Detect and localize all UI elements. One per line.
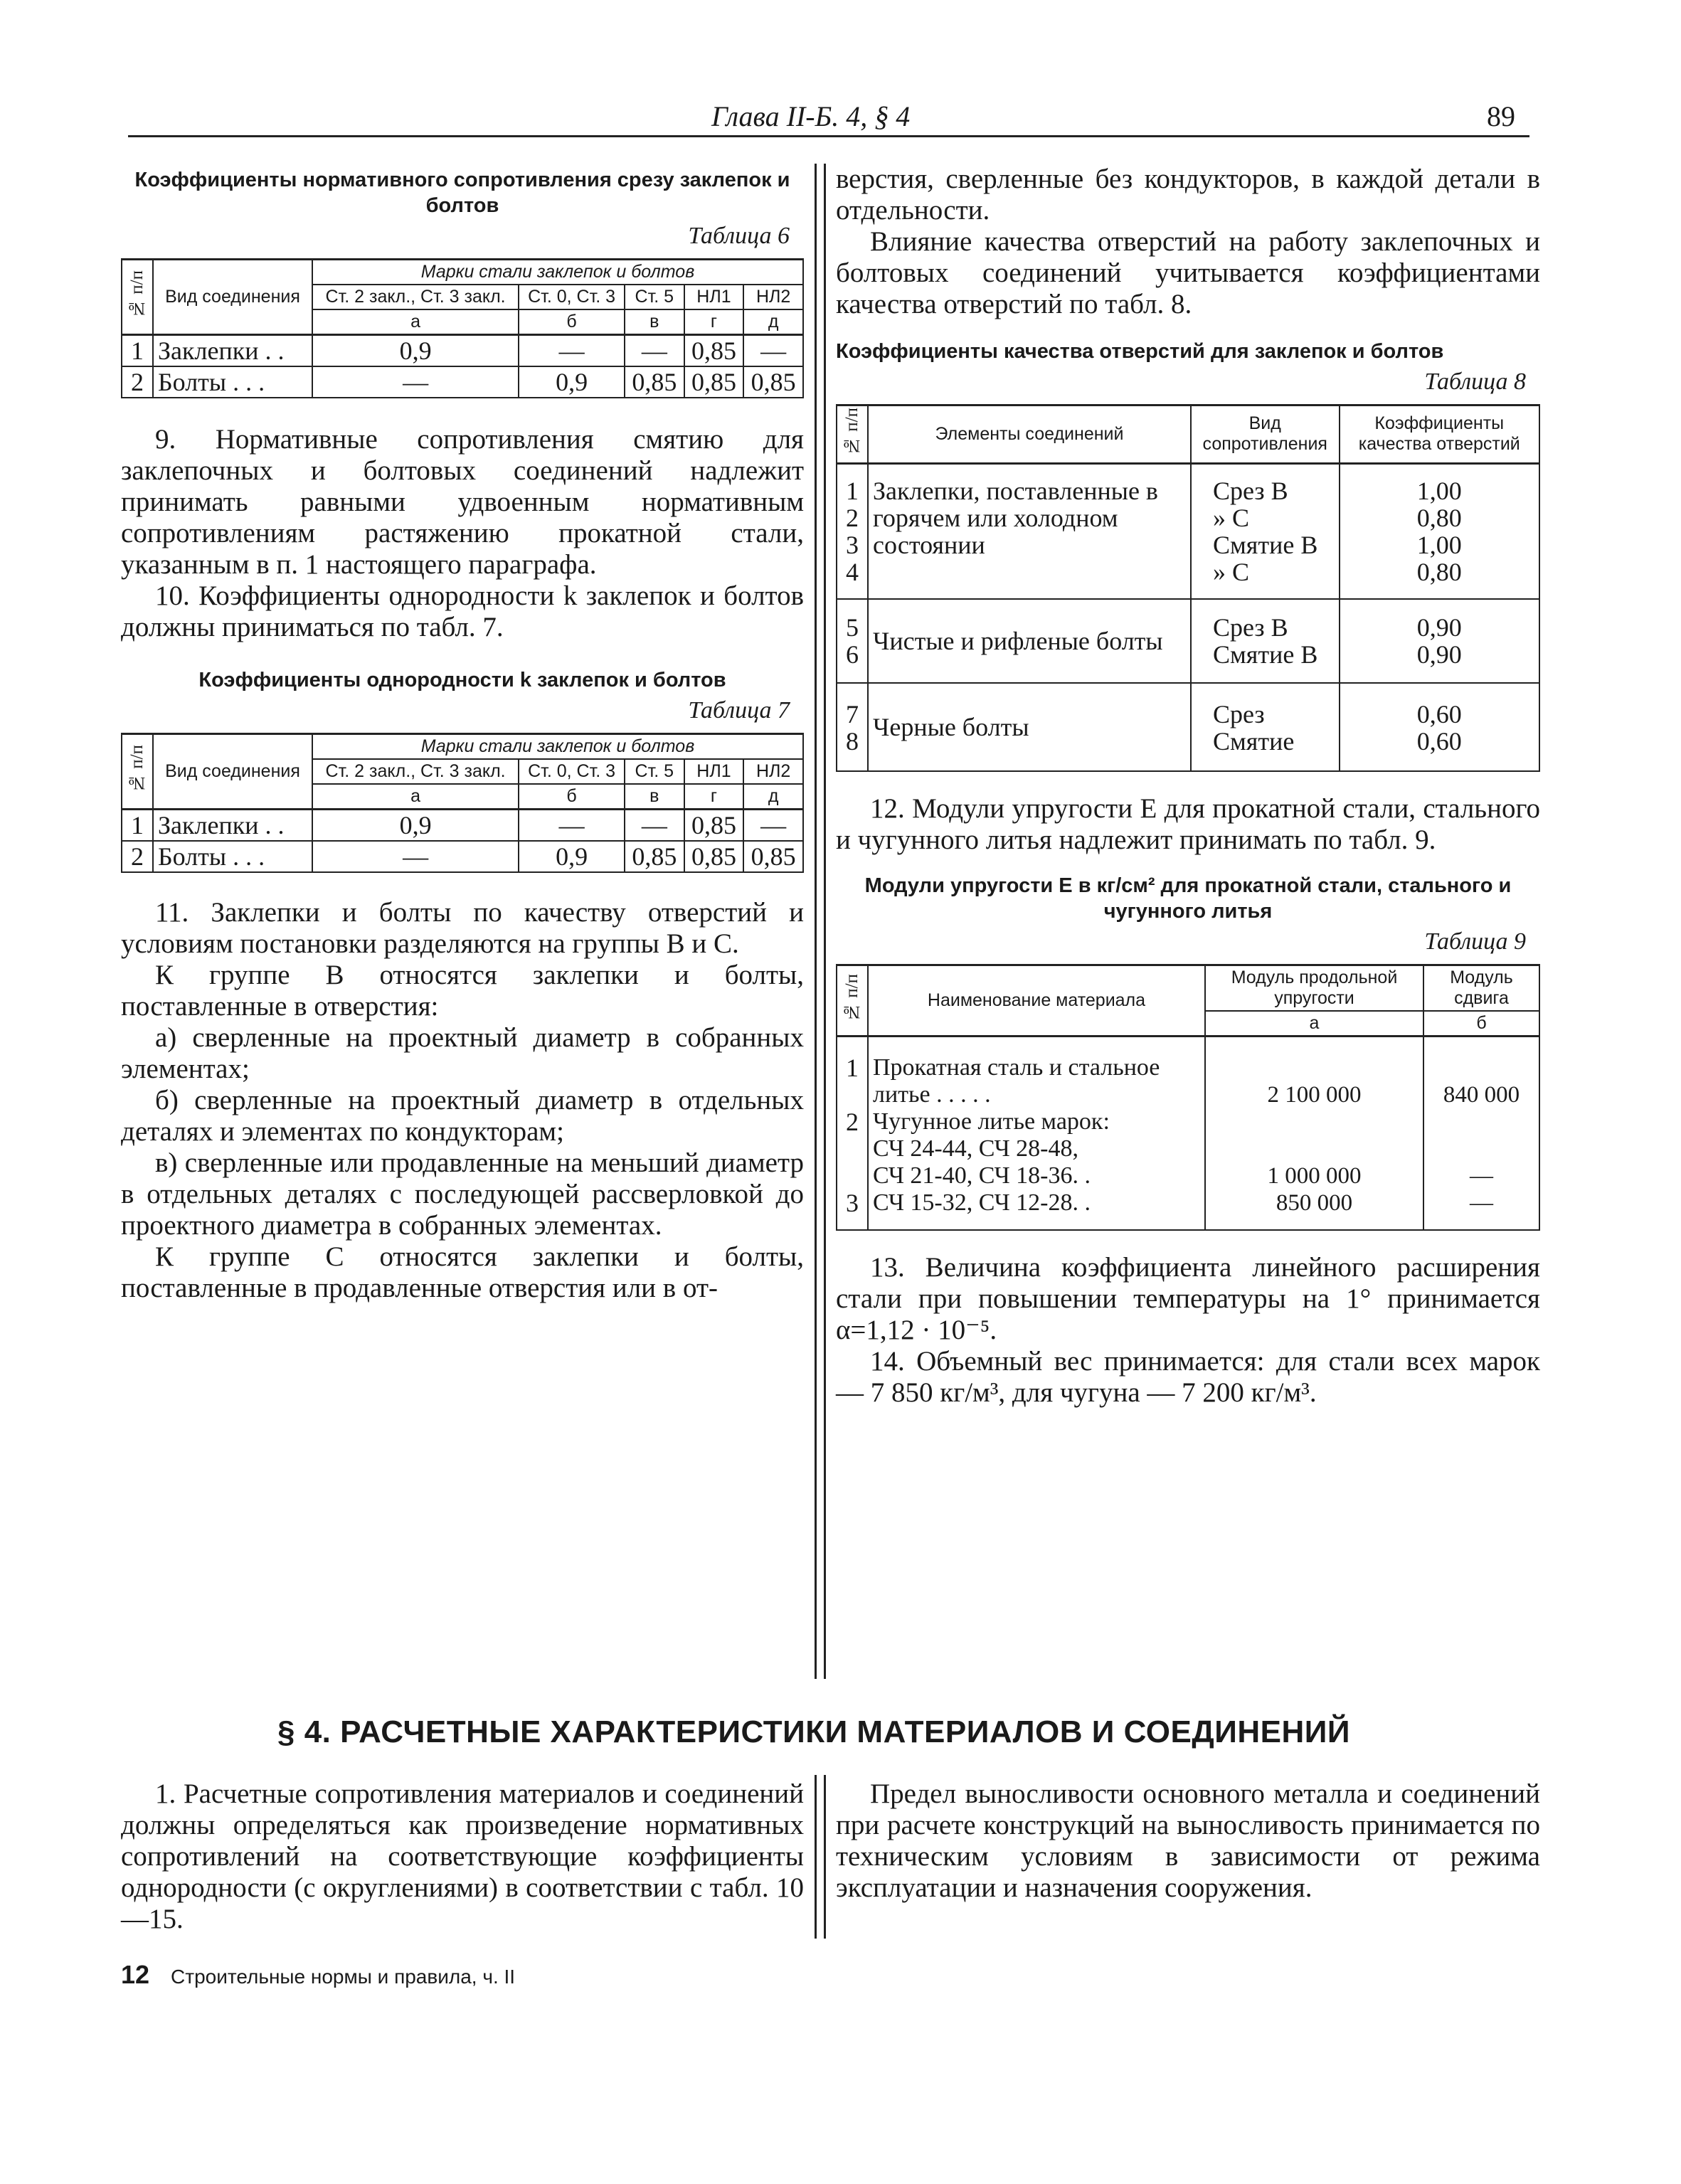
cell-value: 0,85 xyxy=(684,810,744,842)
table7-col-header: Ст. 0, Ст. 3 xyxy=(519,759,625,784)
table7-caption: Коэффициенты однородности k заклепок и болтов xyxy=(198,669,726,691)
table9-num-header: № п/п xyxy=(842,973,861,1022)
table-row xyxy=(122,810,803,842)
cell-value: — xyxy=(743,335,803,367)
row-numbers: 1 2 3 4 xyxy=(837,463,868,599)
table7-letter: д xyxy=(743,784,803,810)
cell-value: 0,85 xyxy=(625,841,684,872)
footer-page-number: 12 xyxy=(121,1960,150,1989)
table7-letter: б xyxy=(519,784,625,810)
table6-letter: д xyxy=(743,309,803,335)
table9-a-header: Модуль продольной упругости xyxy=(1205,965,1423,1011)
table6-kind-header: Вид соединения xyxy=(153,260,312,335)
bottom-right-column xyxy=(836,1779,1540,1904)
table9-letter: а xyxy=(1205,1011,1423,1037)
table9-b-header: Модуль сдвига xyxy=(1423,965,1539,1011)
material-names: Прокатная сталь и стальное литье . . . . . Чугунное литье марок: СЧ 24-44, СЧ 28-48, СЧ 21-40, СЧ 18-36. . СЧ 15-32, СЧ 12-28. . xyxy=(868,1036,1205,1230)
table8-type-header: Вид сопротивления xyxy=(1191,405,1340,464)
table8-caption: Коэффициенты качества отверстий для заклепок и болтов xyxy=(836,340,1444,363)
paragraph-design-resistance: 1. Расчетные сопротивления материалов и соединений должны определяться как произведение нормативных сопротивлений на соответствующие коэффициенты однородности (с округлениями) в соответствии с табл. 10—15. xyxy=(121,1779,804,1934)
table6-col-header: НЛ2 xyxy=(743,285,803,309)
paragraph-13: 13. Величина коэффициента линейного расширения стали при повышении температуры на 1° принимается α=1,12 · 10⁻⁵. xyxy=(836,1251,1540,1345)
paragraph-10: 10. Коэффициенты однородности k заклепок и болтов должны приниматься по табл. 7. xyxy=(121,581,804,642)
running-header xyxy=(128,100,1529,137)
paragraph-11: 11. Заклепки и болты по качеству отверстий и условиям постановки разделяются на группы В и С. xyxy=(121,897,804,959)
row-number: 2 xyxy=(122,366,153,398)
table7-num-header: № п/п xyxy=(127,745,147,793)
row-number: 1 xyxy=(122,810,153,842)
shear-values: 840 000 — — xyxy=(1423,1036,1539,1230)
cell-value: 0,85 xyxy=(743,366,803,398)
table9-caption: Модули упругости E в кг/см² для прокатной стали, стального и чугунного литья xyxy=(864,874,1512,923)
table7-label: Таблица 7 xyxy=(688,697,790,723)
cell-value: 0,9 xyxy=(519,841,625,872)
cell-value: 0,85 xyxy=(684,366,744,398)
cell-value: 0,9 xyxy=(312,335,519,367)
paragraph-14: 14. Объемный вес принимается: для стали всех марок — 7 850 кг/м³, для чугуна — 7 200 кг/м³. xyxy=(836,1345,1540,1408)
table8-coef-header: Коэффициенты качества отверстий xyxy=(1340,405,1540,464)
table6-letter: а xyxy=(312,309,519,335)
modulus-values: 2 100 000 1 000 000 850 000 xyxy=(1205,1036,1423,1230)
table-row xyxy=(122,841,803,872)
row-name: Болты . . . xyxy=(153,841,312,872)
chapter-title: Глава II-Б. 4, § 4 xyxy=(711,100,911,132)
cell-value: 0,85 xyxy=(743,841,803,872)
table-row xyxy=(122,335,803,367)
row-number: 2 xyxy=(122,841,153,872)
table6-num-header: № п/п xyxy=(127,270,147,318)
row-values: 0,60 0,60 xyxy=(1340,683,1540,771)
table-row xyxy=(122,366,803,398)
cell-value: — xyxy=(625,335,684,367)
table-row xyxy=(837,599,1539,683)
table7-letter: в xyxy=(625,784,684,810)
cell-value: 0,85 xyxy=(684,335,744,367)
cell-value: — xyxy=(743,810,803,842)
table9-name-header: Наименование материала xyxy=(868,965,1205,1036)
page-number: 89 xyxy=(1487,100,1515,132)
paragraph-endurance-limit: Предел выносливости основного металла и соединений при расчете конструкций на выносливость принимается по техническим условиям в зависимости от режима эксплуатации и назначения сооружения. xyxy=(836,1779,1540,1903)
row-name: Болты . . . xyxy=(153,366,312,398)
table7-kind-header: Вид соединения xyxy=(153,734,312,810)
table8-elem-header: Элементы соединений xyxy=(868,405,1191,464)
cell-value: 0,85 xyxy=(684,841,744,872)
cell-value: — xyxy=(519,810,625,842)
table9-letter: б xyxy=(1423,1011,1539,1037)
column-divider xyxy=(815,164,826,1679)
page-footer xyxy=(121,1960,515,1990)
group-c-intro: К группе С относятся заклепки и болты, поставленные в продавленные отверстия или в от- xyxy=(121,1241,804,1303)
row-name: Чистые и рифленые болты xyxy=(868,599,1191,683)
cell-value: — xyxy=(519,335,625,367)
table6-label: Таблица 6 xyxy=(688,223,790,249)
table6-col-header: Ст. 0, Ст. 3 xyxy=(519,285,625,309)
section-title: § 4. РАСЧЕТНЫЕ ХАРАКТЕРИСТИКИ МАТЕРИАЛОВ И СОЕДИНЕНИЙ xyxy=(277,1714,1350,1749)
table7-letter: а xyxy=(312,784,519,810)
row-values: 0,90 0,90 xyxy=(1340,599,1540,683)
table9 xyxy=(836,964,1540,1231)
cell-value: — xyxy=(312,841,519,872)
list-item-c: в) сверленные или продавленные на меньший диаметр в отдельных деталях с последующей рассверловкой до проектного диаметра в собранных элементах. xyxy=(121,1147,804,1241)
cell-value: — xyxy=(312,366,519,398)
table7-group-header: Марки стали заклепок и болтов xyxy=(312,734,803,760)
footer-text: Строительные нормы и правила, ч. II xyxy=(171,1966,516,1988)
table7 xyxy=(121,733,804,873)
row-number: 1 xyxy=(122,335,153,367)
table7-col-header: НЛ2 xyxy=(743,759,803,784)
paragraph-continued: верстия, сверленные без кондукторов, в каждой детали в отдельности. xyxy=(836,164,1540,226)
table8-num-header: № п/п xyxy=(842,408,861,455)
row-numbers: 1 2 3 xyxy=(837,1036,868,1230)
table7-col-header: Ст. 5 xyxy=(625,759,684,784)
row-name: Черные болты xyxy=(868,683,1191,771)
group-b-intro: К группе В относятся заклепки и болты, поставленные в отверстия: xyxy=(121,960,804,1022)
left-column xyxy=(121,167,804,1304)
table6-group-header: Марки стали заклепок и болтов xyxy=(312,260,803,285)
row-name: Заклепки . . xyxy=(153,810,312,842)
table7-col-header: Ст. 2 закл., Ст. 3 закл. xyxy=(312,759,519,784)
table7-col-header: НЛ1 xyxy=(684,759,744,784)
table8 xyxy=(836,404,1540,772)
table-row xyxy=(837,1036,1539,1230)
table6-letter: в xyxy=(625,309,684,335)
column-divider-bottom xyxy=(815,1775,826,1939)
table6-letter: г xyxy=(684,309,744,335)
right-column xyxy=(836,164,1540,1409)
table6-col-header: Ст. 5 xyxy=(625,285,684,309)
list-item-b: б) сверленные на проектный диаметр в отдельных деталях и элементах по кондукторам; xyxy=(121,1085,804,1147)
row-numbers: 5 6 xyxy=(837,599,868,683)
table6-caption: Коэффициенты нормативного сопротивления срезу заклепок и болтов xyxy=(134,169,790,217)
row-types: Срез В » С Смятие В » С xyxy=(1191,463,1340,599)
table6-letter: б xyxy=(519,309,625,335)
table6-col-header: Ст. 2 закл., Ст. 3 закл. xyxy=(312,285,519,309)
cell-value: 0,9 xyxy=(312,810,519,842)
table6-col-header: НЛ1 xyxy=(684,285,744,309)
table8-label: Таблица 8 xyxy=(1424,369,1526,395)
cell-value: — xyxy=(625,810,684,842)
bottom-left-column xyxy=(121,1779,804,1935)
cell-value: 0,9 xyxy=(519,366,625,398)
list-item-a: а) сверленные на проектный диаметр в собранных элементах; xyxy=(121,1022,804,1084)
table6 xyxy=(121,258,804,398)
cell-value: 0,85 xyxy=(625,366,684,398)
paragraph-9: 9. Нормативные сопротивления смятию для заклепочных и болтовых соединений надлежит принимать равными удвоенным нормативным сопротивлениям растяжению прокатной стали, указанным в п. 1 настоящего параграфа. xyxy=(121,424,804,580)
table-row xyxy=(837,683,1539,771)
row-name: Заклепки, поставленные в горячем или холодном состоянии xyxy=(868,463,1191,599)
row-numbers: 7 8 xyxy=(837,683,868,771)
paragraph-hole-quality: Влияние качества отверстий на работу заклепочных и болтовых соединений учитывается коэффициентами качества отверстий по табл. 8. xyxy=(836,226,1540,319)
row-name: Заклепки . . xyxy=(153,335,312,367)
row-types: Срез Смятие xyxy=(1191,683,1340,771)
table7-letter: г xyxy=(684,784,744,810)
table-row xyxy=(837,463,1539,599)
row-types: Срез В Смятие В xyxy=(1191,599,1340,683)
paragraph-12: 12. Модули упругости E для прокатной стали, стального и чугунного литья надлежит принимать по табл. 9. xyxy=(836,793,1540,855)
row-values: 1,00 0,80 1,00 0,80 xyxy=(1340,463,1540,599)
table9-label: Таблица 9 xyxy=(1424,928,1526,955)
